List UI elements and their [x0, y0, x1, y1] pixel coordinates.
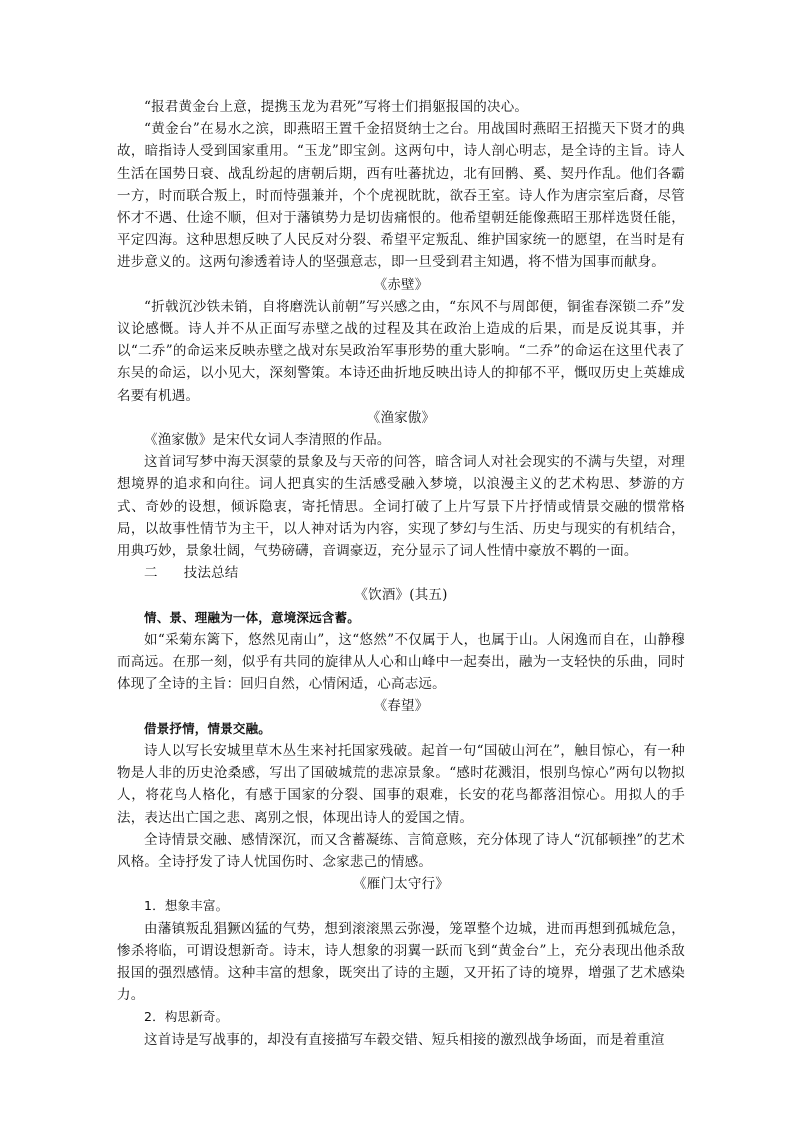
paragraph: 这首诗是写战事的，却没有直接描写车毂交错、短兵相接的激烈战争场面，而是着重渲 — [144, 1031, 665, 1048]
paragraph: “折戟沉沙铁未销，自将磨洗认前朝”写兴感之由，“东风不与周郎便，铜雀春深锁二乔”发议论感慨。诗人并不从正面写赤壁之战的过程及其在政治上造成的后果，而是反说其事，并以“二乔”的命运来反映赤壁之战对东吴政治军事形势的重大影响。“二乔”的命运在这里代表了东吴的命运，以小见大，深刻警策。本诗还曲折地反映出诗人的抑郁不平，慨叹历史上英雄成名要有机遇。 — [117, 298, 685, 404]
section-heading — [117, 562, 685, 584]
paragraph: “报君黄金台上意，提携玉龙为君死”写将士们捐躯报国的决心。 — [144, 99, 529, 115]
paragraph: “黄金台”在易水之滨，即燕昭王置千金招贤纳士之台。用战国时燕昭王招揽天下贤才的典故，暗指诗人受到国家重用。“玉龙”即宝剑。这两句中，诗人剖心明志，是全诗的主旨。诗人生活在国势日衰、战乱纷起的唐朝后期，西有吐蕃扰边，北有回鹘、奚、契丹作乱。他们各霸一方，时而联合叛上，时而恃强兼并，个个虎视眈眈，欲吞王室。诗人作为唐宗室后裔，尽管怀才不遇、仕途不顺，但对于藩镇势力是切齿痛恨的。他希望朝廷能像燕昭王那样选贤任能，平定四海。这种思想反映了人民反对分裂、希望平定叛乱、维护国家统一的愿望，在当时是有进步意义的。这两句渗透着诗人的坚强意志，即一旦受到君主知遇，将不惜为国事而献身。 — [117, 121, 685, 271]
technique-heading: 情、景、理融为一体，意境深远含蓄。 — [144, 609, 360, 625]
section-number: 二 — [144, 565, 158, 582]
poem-title: 《雁门太守行》 — [353, 876, 449, 893]
poem-title: 《春望》 — [373, 698, 429, 715]
paragraph: 诗人以写长安城里草木丛生来衬托国家残破。起首一句“国破山河在”，触目惊心，有一种物是人非的历史沧桑感，写出了国破城荒的悲凉景象。“感时花溅泪，恨别鸟惊心”两句以物拟人，将花鸟人格化，有感于国家的分裂、国事的艰难，长安的花鸟都落泪惊心。用拟人的手法，表达出亡国之悲、离别之恨，体现出诗人的爱国之情。 — [117, 742, 685, 826]
poem-title: 《赤壁》 — [373, 276, 429, 293]
paragraph: 如“采菊东篱下，悠然见南山”，这“悠然”不仅属于人，也属于山。人闲逸而自在，山静穆而高远。在那一刻，似乎有共同的旋律从人心和山峰中一起奏出，融为一支轻快的乐曲，同时体现了全诗的主旨：回归自然，心情闲适，心高志远。 — [117, 631, 685, 693]
paragraph: 这首词写梦中海天溟蒙的景象及与天帝的问答，暗含词人对社会现实的不满与失望，对理想境界的追求和向往。词人把真实的生活感受融入梦境，以浪漫主义的艺术构思、梦游的方式、奇妙的设想，倾诉隐衷，寄托情思。全词打破了上片写景下片抒情或情景交融的惯常格局，以故事性情节为主干，以人神对话为内容，实现了梦幻与生活、历史与现实的有机结合，用典巧妙，景象壮阔，气势磅礴，音调豪迈，充分显示了词人性情中豪放不羁的一面。 — [117, 454, 685, 560]
paragraph: 由藩镇叛乱猖獗凶猛的气势，想到滚滚黑云弥漫，笼罩整个边城，进而再想到孤城危急，惨杀将临，可谓设想新奇。诗末，诗人想象的羽翼一跃而飞到“黄金台”上，充分表现出他杀敌报国的强烈感情。这种丰富的想象，既突出了诗的主题，又开拓了诗的境界，增强了艺术感染力。 — [117, 920, 685, 1004]
section-title: 技法总结 — [183, 565, 239, 582]
numbered-heading: 2．构思新奇。 — [144, 1009, 229, 1025]
poem-title: 《渔家傲》 — [366, 409, 436, 426]
document-page — [117, 96, 685, 1051]
technique-heading: 借景抒情，情景交融。 — [144, 720, 272, 736]
numbered-heading: 1．想象丰富。 — [144, 898, 229, 914]
poem-title: 《饮酒》(其五) — [354, 587, 448, 604]
paragraph: 全诗情景交融、感情深沉，而又含蓄凝练、言简意赅，充分体现了诗人“沉郁顿挫”的艺术风格。全诗抒发了诗人忧国伤时、念家悲己的情感。 — [117, 831, 685, 870]
paragraph: 《渔家傲》是宋代女词人李清照的作品。 — [144, 432, 391, 449]
